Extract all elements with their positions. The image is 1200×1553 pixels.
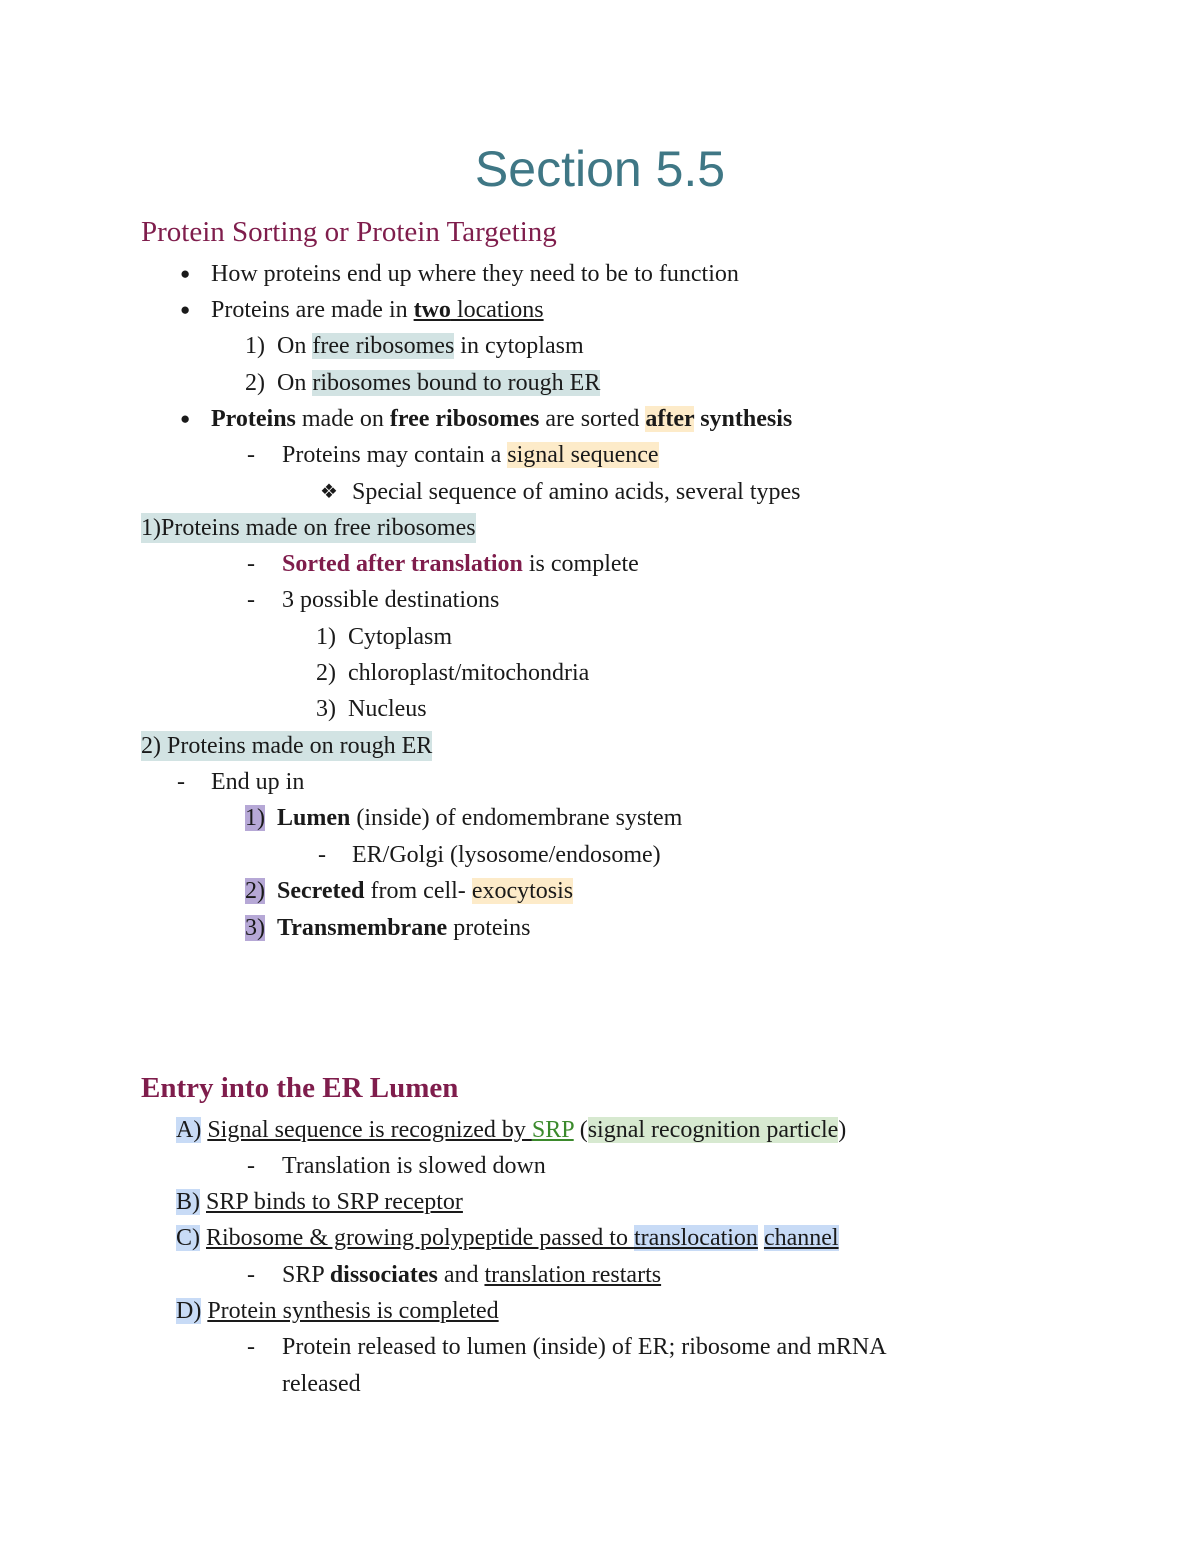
lettered-item [176,1296,499,1326]
text-run: SRP binds to SRP receptor [206,1189,463,1215]
highlight: ribosomes bound to rough ER [312,370,601,396]
numbered-item [245,913,531,943]
item-number: 3) [245,915,265,941]
text-run: Nucleus [348,696,427,722]
text-run: Protein synthesis is completed [207,1298,499,1324]
section-heading: Protein Sorting or Protein Targeting [141,216,557,248]
subheading-rough-er: 2) Proteins made on rough ER [141,733,433,759]
item-number: 1) [245,805,265,831]
bold-run: synthesis [694,406,793,432]
dash-item: ER/Golgi (lysosome/endosome) [352,842,661,868]
dash-marker: - [247,1262,255,1288]
dash-item-continuation: released [282,1371,361,1397]
diamond-icon: ❖ [320,481,338,503]
lettered-item [176,1187,463,1217]
text-run: SRP [282,1262,330,1288]
bold-run: dissociates [329,1262,438,1288]
dash-marker: - [247,551,255,577]
dash-marker: - [177,769,185,795]
lettered-item [176,1115,846,1145]
item-letter: B) [176,1189,200,1215]
dash-item: End up in [211,769,305,795]
bullet-marker: ● [180,264,191,283]
highlight: free ribosomes [312,333,455,359]
text-run: Proteins may contain a [282,442,508,468]
text-run: proteins [447,915,531,941]
section-heading: Entry into the ER Lumen [141,1072,459,1104]
highlight: exocytosis [471,878,574,904]
numbered-item [245,803,682,833]
text-run: in cytoplasm [454,333,584,359]
text-run: (inside) of endomembrane system [350,805,683,831]
bullet-marker: ● [180,300,191,319]
text-run: locations [450,297,544,323]
highlight: signal sequence [507,442,659,468]
text-run: On [277,370,313,396]
dash-item [282,549,639,579]
numbered-item [316,658,589,688]
item-number: 1) [245,333,265,359]
highlight: channel [763,1225,839,1251]
numbered-item [245,331,584,361]
numbered-item [245,876,573,906]
numbered-item [245,368,600,398]
bold-run: free ribosomes [389,406,540,432]
item-number: 2) [245,370,265,396]
text-run: are sorted [539,406,646,432]
item-number: 3) [316,696,336,722]
dash-marker: - [247,1334,255,1360]
bold-run: Secreted [277,878,365,904]
item-number: 2) [316,660,336,686]
bold-run: Transmembrane [277,915,448,941]
bullet-text [211,295,544,325]
text-run: is complete [522,551,639,577]
dash-marker: - [247,442,255,468]
text-run: Cytoplasm [348,624,453,650]
bold-run: Lumen [277,805,351,831]
dash-item: Translation is slowed down [282,1153,546,1179]
highlight: translocation [633,1225,758,1251]
bullet-text [211,404,792,434]
text-run: ) [838,1117,847,1143]
numbered-item [316,694,427,724]
emphasis-two: two [413,297,451,323]
lettered-item [176,1223,839,1253]
item-letter: D) [176,1298,202,1324]
subheading-free-ribosomes: 1)Proteins made on free ribosomes [141,515,476,541]
bullet-text: How proteins end up where they need to be to function [211,261,739,287]
text-run: from cell- [364,878,472,904]
item-letter: C) [176,1225,200,1251]
numbered-item [316,622,452,652]
item-number: 2) [245,878,265,904]
bullet-marker: ● [180,409,191,428]
highlight: signal recognition particle [587,1117,839,1143]
highlight: after [645,406,695,432]
diamond-item: Special sequence of amino acids, several types [352,479,801,505]
text-run: made on [295,406,390,432]
text-run: Signal sequence is recognized by [207,1117,532,1143]
text-run: Ribosome & growing polypeptide passed to [206,1225,634,1251]
srp-text: SRP [531,1117,574,1143]
item-number: 1) [316,624,336,650]
dash-item: 3 possible destinations [282,587,500,613]
dash-item: Protein released to lumen (inside) of ER; ribosome and mRNA [282,1334,887,1360]
dash-item [282,1260,661,1290]
text-run: ( [573,1117,588,1143]
text-run: and [437,1262,485,1288]
dash-marker: - [318,842,326,868]
bold-run: Sorted after translation [282,551,523,577]
text-run: Proteins are made in [211,297,414,323]
dash-marker: - [247,1153,255,1179]
text-run: chloroplast/mitochondria [348,660,590,686]
dash-marker: - [247,587,255,613]
item-letter: A) [176,1117,202,1143]
text-run: On [277,333,313,359]
text-run: translation restarts [484,1262,662,1288]
dash-item [282,440,659,470]
page-title: Section 5.5 [474,141,726,197]
bold-run: Proteins [211,406,296,432]
